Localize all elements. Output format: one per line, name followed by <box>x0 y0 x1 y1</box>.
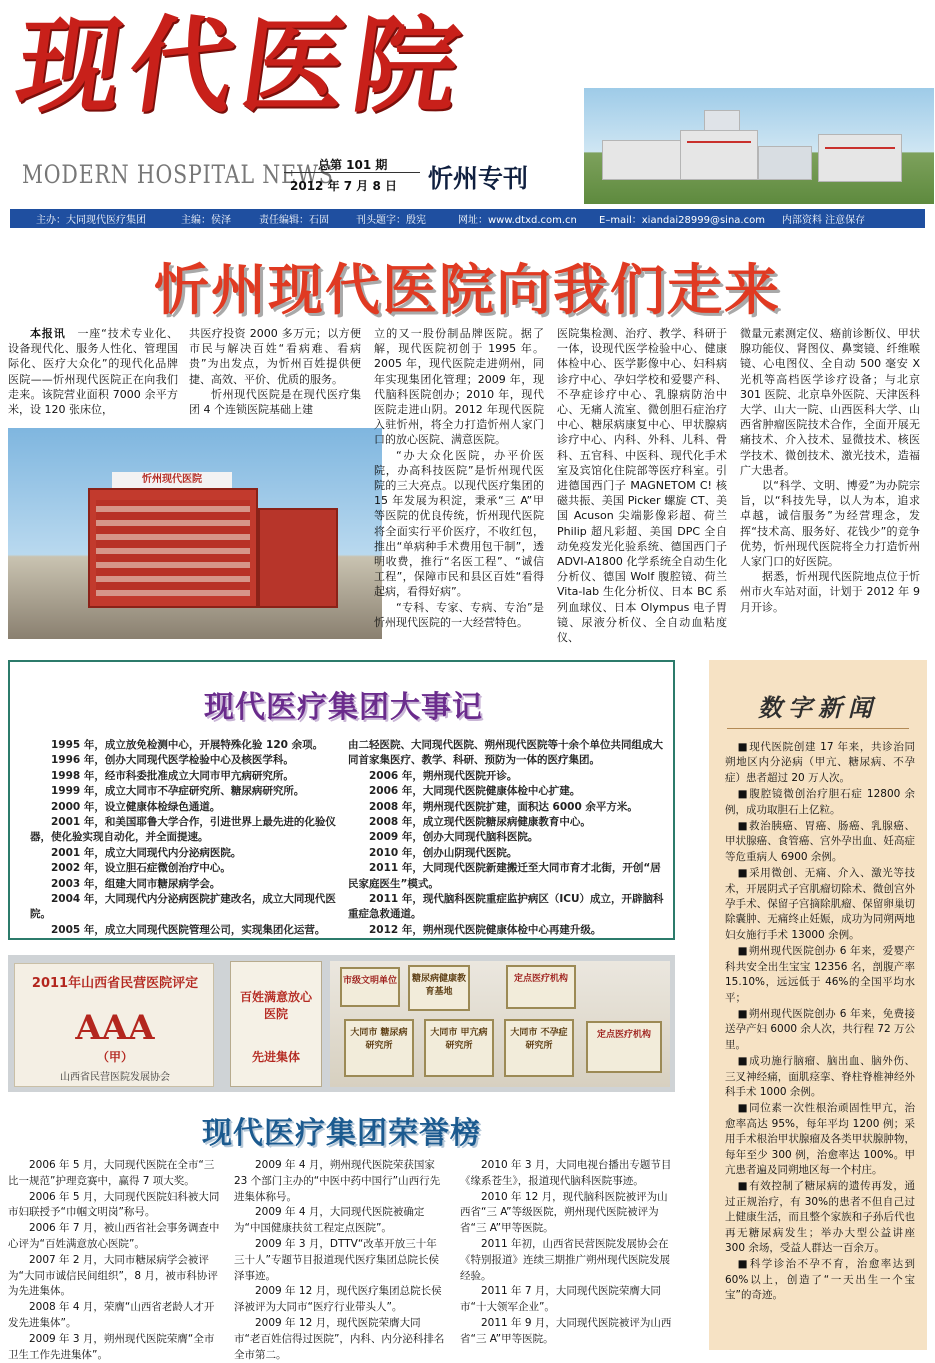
plaque: 市级文明单位 <box>340 967 400 1007</box>
timeline-entry: 1996 年，创办大同现代医学检验中心及核医学科。 <box>51 754 294 767</box>
honor-entry: 2009 年 4 月，朔州现代医院荣获国家 23 个部门主办的“中医中药中国行”山西行先进集体称号。 <box>234 1159 441 1203</box>
certificate <box>230 961 322 1087</box>
timeline-entry: 2005 年，成立大同现代医院管理公司，实现集团化运营。 <box>51 923 326 936</box>
article-lead-label: 本报讯 <box>30 327 66 340</box>
sponsor: 主办：大同现代医疗集团 <box>36 215 146 226</box>
plaque: 大同市 甲亢病研究所 <box>424 1019 494 1077</box>
building-image <box>680 130 758 180</box>
hospital-building-photo <box>8 428 382 639</box>
honors-column-3 <box>460 1158 672 1348</box>
timeline-entry: 2009 年，创办大同现代脑科医院。 <box>369 831 539 844</box>
aaa-rating: AAA <box>75 1008 155 1048</box>
certificate-title: 百姓满意放心医院 <box>239 990 312 1021</box>
aaa-grade: （甲） <box>96 1050 133 1064</box>
article-text: 医院集检测、治疗、教学、科研于一体，设现代医学检验中心、健康体检中心、医学影像中心、妇科病诊疗中心、孕妇学校和爱婴产科、不孕症诊疗中心、乳腺病防治中心、无痛人流室、微创胆石症治疗中心、糖尿病康复中心、甲状腺病诊疗中心、内科、外科、儿科、骨科、五官科、中医科、现代化手术室及宾馆化住院部等医疗科室。引进德国西门子 MAGNETOM C! 核磁共振、美国 Picker 螺旋 CT、美国 Acuson 尖端影像彩超、荷兰 Philip 超凡彩超、美国 DPC 全自动免疫发光化验系统、德国西门子 ADVI-A1800 化学系统全自动生化分析仪、德国 Wolf 腹腔镜、荷兰 Vita-lab 生化分析仪、日本 BC 系列血球仪、日本 Olympus 电子胃镜、尿液分析仪、全自动血粘度仪、 <box>557 327 727 645</box>
certificate-title: 先进集体 <box>251 1050 300 1064</box>
aaa-award-plaque <box>14 963 214 1087</box>
timeline-entry: 2004 年，大同现代内分泌病医院扩建改名，成立大同现代医院。 <box>30 893 336 921</box>
plaque: 定点医疗机构 <box>586 1021 662 1073</box>
email-link[interactable]: E–mail：xiandai28999@sina.com <box>599 215 765 226</box>
honor-entry: 2010 年 12 月，现代脑科医院被评为山西省“三 A”等级医院，朔州现代医院被评为省“三 A”甲等医院。 <box>460 1190 668 1235</box>
article-column-2 <box>189 326 361 417</box>
plaques-wall <box>330 961 670 1087</box>
honors-title: 现代医疗集团荣誉榜 <box>202 1116 481 1151</box>
special-edition-label: 忻州专刊 <box>428 164 529 193</box>
timeline-entry: 2008 年，成立现代医院糖尿病健康教育中心。 <box>369 816 591 829</box>
timeline-entry: 2010 年，创办山阴现代医院。 <box>369 846 518 859</box>
article-text: 忻州现代医院是在现代医疗集团 4 个连锁医院基础上建 <box>189 387 361 417</box>
honor-entry: 2010 年 3 月，大同电视台播出专题节目《缘系苍生》，报道现代脑科医院事迹。 <box>460 1159 672 1187</box>
masthead-hospital-photo <box>584 88 934 204</box>
timeline-left-column <box>30 738 342 938</box>
sidebar-item: ■ 现代医院创建 17 年来，共诊治同朔地区内分泌病（甲亢、糖尿病、不孕症）患者超过 20 万人次。 <box>725 740 915 786</box>
responsible-editor: 责任编辑：石固 <box>259 215 329 226</box>
sidebar-item: ■ 科学诊治不孕不育，治愈率达到 60%以上，创造了“一天出生一个宝宝”的奇迹。 <box>725 1257 915 1303</box>
article-column-5 <box>740 326 920 615</box>
timeline-entry: 2006 年，朔州现代医院开诊。 <box>369 769 518 782</box>
honor-entry: 2009 年 4 月，大同现代医院被确定为“中国健康扶贫工程定点医院”。 <box>234 1206 425 1235</box>
sidebar-divider <box>727 728 909 729</box>
timeline-entry: 2012 年，朔州现代医院健康体检中心再建升级。 <box>369 923 602 936</box>
honors-column-1 <box>8 1158 220 1363</box>
title-inscription: 刊头题字：殷宪 <box>356 215 426 226</box>
timeline-entry: 2008 年，朔州现代医院扩建，面积达 6000 余平方米。 <box>369 800 638 813</box>
plaque: 定点医疗机构 <box>506 965 576 1009</box>
honor-entry: 2011 年 9 月，大同现代医院被评为山西省“三 A”甲等医院。 <box>460 1316 672 1345</box>
article-text: “办大众化医院，办平价医院，办高科技医院”是忻州现代医院的三大亮点。以现代医疗集团的 15 年发展为积淀，秉承“三 A”甲等医院的优良传统，忻州现代医院将全面实行平价医疗，不收红包，推出“单病种手术费用包干制”，透明收费，推行“名医工程”、“诚信工程”，保障市民和县区百姓“看得起病，看得好病”。 <box>374 448 544 599</box>
building-image <box>88 488 258 608</box>
awards-photo-strip <box>8 955 675 1092</box>
issue-divider <box>284 172 420 173</box>
article-text: 立的又一股份制品牌医院。据了解，现代医院初创于 1995 年。2005 年，现代医院走进朔州，同年实现集团化管理；2009 年，现代脑科医院创办；2010 年，现代医院走进山阴。2012 年现代医院入驻忻州，将全力打造忻州人家门口的放心医院、满意医院。 <box>374 327 544 447</box>
article-text: “专科、专家、专病、专治”是忻州现代医院的一大经营特色。 <box>374 600 544 629</box>
article-text: 微量元素测定仪、癌前诊断仪、甲状腺功能仪、肾图仪、鼻窦镜、纤维喉镜、心电图仪、全自动 500 毫安 X 光机等高档医学诊疗设备；与北京 301 医院、北京阜外医院、天津医科大学、山大一院、山西医科大学、山西省肿瘤医院技术合作，全面开展无痛技术、介入技术、显微技术、核医学技术、微创技术、激光技术，造福广大患者。 <box>740 327 920 477</box>
numbers-news-sidebar <box>709 660 927 1350</box>
article-column-1 <box>8 326 178 417</box>
sidebar-item: ■ 救治胰癌、胃癌、肠癌、乳腺癌、甲状腺癌、食管癌、宫外孕出血、妊高症等危重病人 6900 余例。 <box>725 819 915 865</box>
sidebar-body <box>725 740 915 1305</box>
newspaper-english-title: MODERN HOSPITAL NEWS <box>22 160 334 189</box>
building-sign: 忻州现代医院 <box>112 472 232 488</box>
timeline-entry: 2003 年，组建大同市糖尿病学会。 <box>51 877 221 890</box>
sidebar-item: ■ 朔州现代医院创办 6 年来，免费接送孕产妇 6000 余人次，共行程 72 万公里。 <box>725 1007 915 1053</box>
timeline-entry: 2011 年，大同现代医院新建搬迁至大同市育才北街，开创“居民家庭医生”模式。 <box>348 862 661 890</box>
website-link[interactable]: 网址：www.dtxd.com.cn <box>458 215 577 226</box>
building-image <box>818 134 902 182</box>
honor-entry: 2006 年 7 月，被山西省社会事务调查中心评为“百姓满意放心医院”。 <box>8 1222 220 1250</box>
issue-number: 总第 101 期 <box>318 158 388 172</box>
timeline-entry: 1999 年，成立大同市不孕症研究所、糖尿病研究所。 <box>51 785 305 798</box>
timeline-title: 现代医疗集团大事记 <box>204 690 483 725</box>
plaque: 大同市 不孕症研究所 <box>504 1019 574 1077</box>
internal-note: 内部资料 注意保存 <box>782 215 866 226</box>
honor-entry: 2008 年 4 月，荣膺“山西省老龄人才开发先进集体”。 <box>8 1301 215 1329</box>
timeline-entry: 2011 年，现代脑科医院重症监护病区（ICU）成立，开辟脑科重症急救通道。 <box>348 893 664 921</box>
honor-entry: 2009 年 3 月，DTTV“改革开放三十年三十人”专题节目报道现代医疗集团总院长侯泽事迹。 <box>234 1237 439 1282</box>
info-bar <box>10 209 925 228</box>
honor-entry: 2011 年初，山西省民营医院发展协会在《特别报道》连续三期推广朔州现代医院发展经验。 <box>460 1237 670 1282</box>
sidebar-title: 数字新闻 <box>758 694 878 722</box>
timeline-entry: 2002 年，设立胆石症微创治疗中心。 <box>51 862 231 875</box>
building-image <box>758 146 812 180</box>
honor-entry: 2011 年 7 月，大同现代医院荣膺大同市“十大领军企业”。 <box>460 1285 661 1314</box>
article-text: 共医疗投资 2000 多万元；以方便市民与解决百姓“看病难、看病贵”为出发点，为忻州百姓提供便捷、高效、平价、优质的服务。 <box>189 327 361 386</box>
honors-column-2 <box>234 1158 446 1363</box>
honor-entry: 2006 年 5 月，大同现代医院在全市“三比一规范”护理竞赛中，赢得 7 项大奖。 <box>8 1159 215 1187</box>
timeline-entry: 2006 年，大同现代医院健康体检中心扩建。 <box>369 785 581 798</box>
article-text: 一座“技术专业化、设备现代化、服务人性化、管理国际化、医疗大众化”的现代化品牌医院——忻州现代医院正在向我们走来。该院营业面积 7000 余平方米，设 120 张床位， <box>8 327 179 417</box>
building-image <box>258 508 338 608</box>
timeline-entry: 1998 年，经市科委批准成立大同市甲亢病研究所。 <box>51 769 294 782</box>
aaa-plaque-caption: 2011年山西省民营医院评定 <box>31 976 199 991</box>
timeline-box <box>8 660 675 940</box>
honor-entry: 2009 年 12 月，现代医院荣膺大同市“老百姓信得过医院”，内科、内分泌科排名全市第二。 <box>234 1316 445 1361</box>
timeline-right-column <box>348 738 664 938</box>
timeline-entry: 2001 年，成立大同现代内分泌病医院。 <box>51 846 242 859</box>
honor-entry: 2009 年 12 月，现代医疗集团总院长侯泽被评为大同市“医疗行业带头人”。 <box>234 1285 442 1314</box>
masthead <box>0 0 935 208</box>
sidebar-item: ■ 有效控制了糖尿病的遗传再发，通过正规治疗，有 30%的患者不但自己过上健康生活，而且整个家族和子孙后代也再无糖尿病发生；举办大型公益讲座 300 余场，受益人群达一百余万。 <box>725 1179 915 1256</box>
sidebar-item: ■ 同位素一次性根治顽固性甲亢，治愈率高达 95%，每年平均 1200 例；采用手术根治甲状腺瘤及各类甲状腺肿物，每年至少 300 例，治愈率达 100%。甲亢患者遍及同朔地区每一个村庄。 <box>725 1101 915 1178</box>
honor-entry: 2009 年 3 月，朔州现代医院荣膺“全市卫生工作先进集体”。 <box>8 1332 215 1361</box>
sidebar-item: ■ 朔州现代医院创办 6 年来，爱婴产科共安全出生宝宝 12356 名，剖腹产率 15.10%，远远低于 46%的全国平均水平； <box>725 944 915 1006</box>
issue-date: 2012 年 7 月 8 日 <box>290 179 397 193</box>
newspaper-title: 现代医院 <box>9 4 475 127</box>
timeline-entry: 2001 年，和美国耶鲁大学合作，引进世界上最先进的化验仪器，使化验实现自动化，并全面提速。 <box>30 816 336 844</box>
article-text: 以“科学、文明、博爱”为办院宗旨，以“科技先导，以人为本，追求卓越，诚信服务”为经营理念，发挥“技术高、服务好、花钱少”的竞争优势，忻州现代医院将全力打造忻州人家门口的好医院。 <box>740 479 920 569</box>
timeline-entry: 1995 年，成立放免检测中心，开展特殊化验 120 余项。 <box>51 739 324 751</box>
honor-entry: 2007 年 2 月，大同市糖尿病学会被评为“大同市诚信民间组织”，8 月，被市科协评为先进集体。 <box>8 1253 218 1298</box>
aaa-issuer: 山西省民营医院发展协会 <box>60 1072 170 1083</box>
article-column-4 <box>557 326 727 645</box>
sidebar-item: ■ 成功施行脑瘤、脑出血、脑外伤、三叉神经痛，面肌痉挛、脊柱脊椎神经外科手术 1000 余例。 <box>725 1054 915 1100</box>
timeline-entry: 2000 年，设立健康体检绿色通道。 <box>51 800 221 813</box>
building-image <box>602 140 682 180</box>
plaque: 大同市 糖尿病研究所 <box>344 1019 414 1077</box>
honor-entry: 2006 年 5 月，大同现代医院妇科被大同市妇联授予“巾帼文明岗”称号。 <box>8 1190 220 1219</box>
sidebar-item: ■ 采用微创、无痛、介入、激光等技术，开展阴式子宫肌瘤切除术、微创宫外孕手术、保留子宫摘除肌瘤、保留卵巢切除囊肿、无痛终止妊娠，成功为同朔两地妇女施行手术 13000 余例。 <box>725 866 915 943</box>
timeline-entry: 由二轻医院、大同现代医院、朔州现代医院等十余个单位共同组成大同首家集医疗、教学、科研、预防为一体的医疗集团。 <box>348 739 663 767</box>
editor-in-chief: 主编：侯泽 <box>181 215 231 226</box>
headline-banner <box>0 236 935 322</box>
article-text: 据悉，忻州现代医院地点位于忻州市火车站对面，计划于 2012 年 9 月开诊。 <box>740 570 920 614</box>
sidebar-item: ■ 腹腔镜微创治疗胆石症 12800 余例，成功取胆石上亿粒。 <box>725 787 915 818</box>
plaque: 糖尿病健康教育基地 <box>408 965 470 1011</box>
article-column-3 <box>374 326 544 630</box>
headline: 忻州现代医院向我们走来 <box>153 258 781 322</box>
